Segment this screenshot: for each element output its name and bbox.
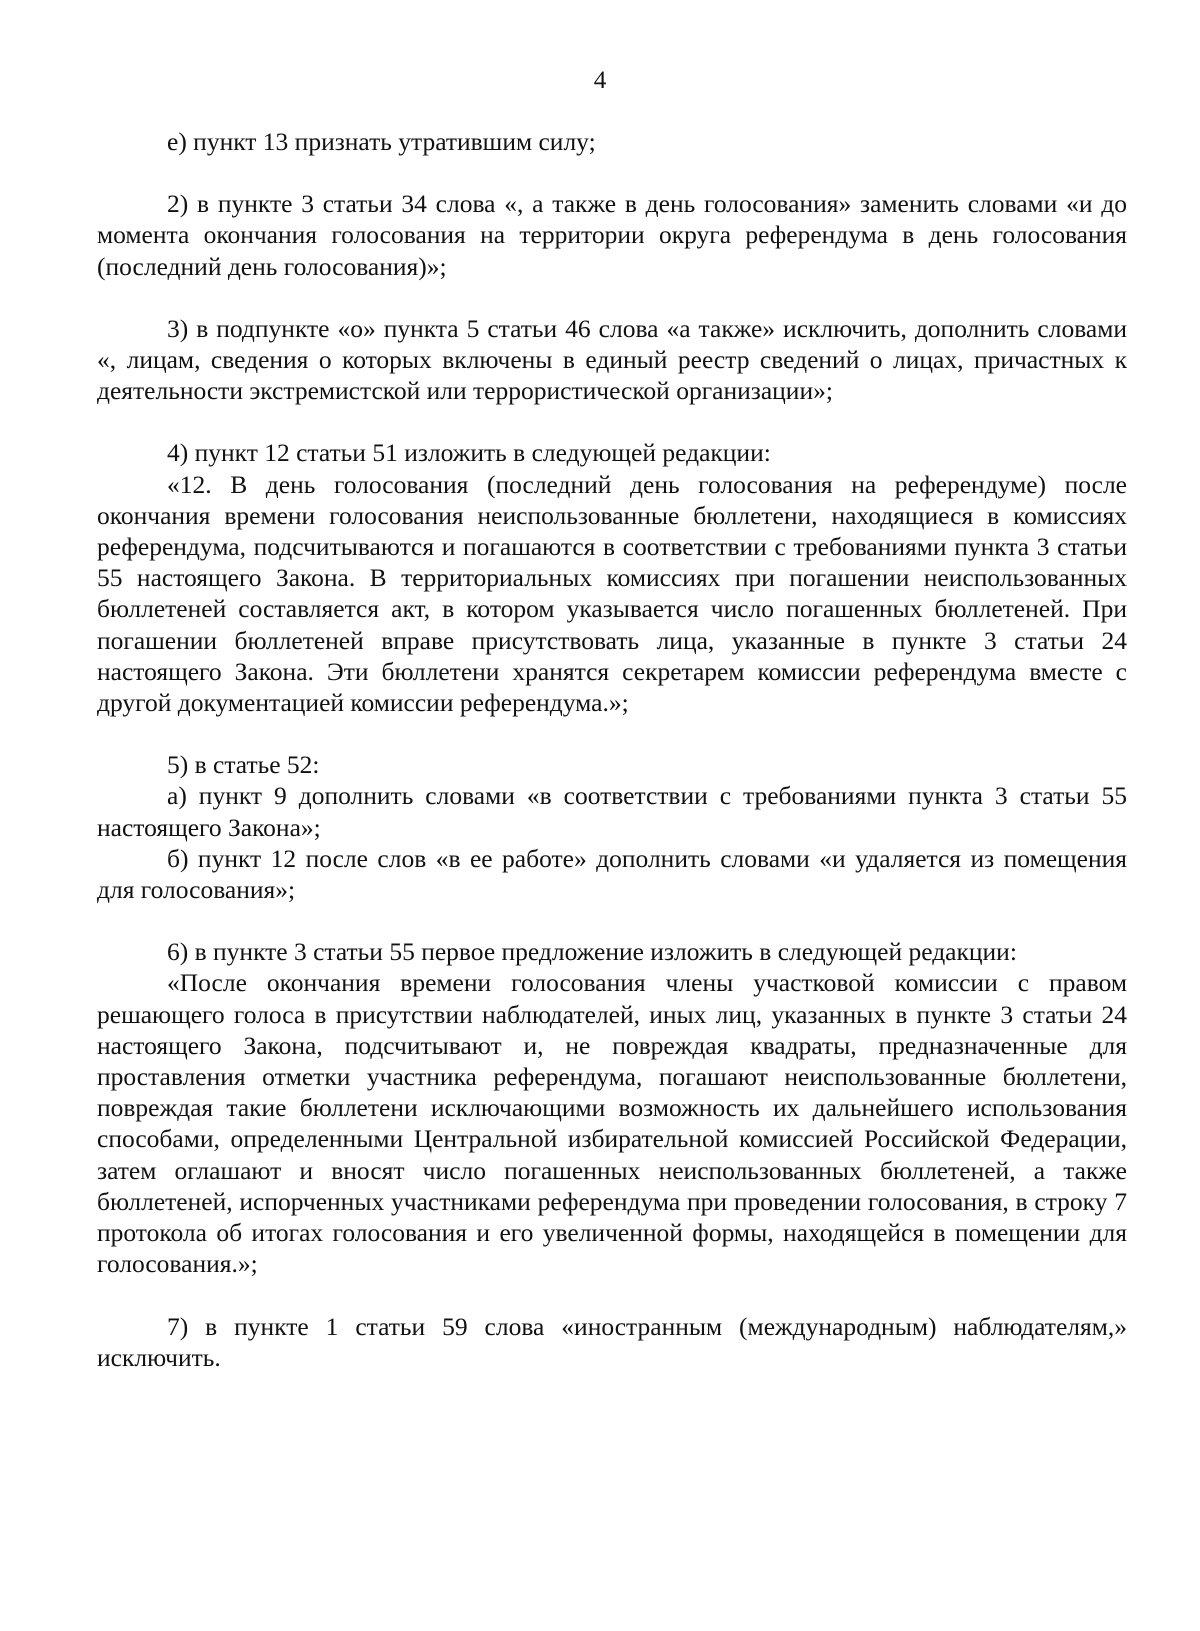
paragraph-6-article-55: 6) в пункте 3 статьи 55 первое предложение изложить в следующей редакции: (167, 937, 1017, 967)
paragraph-6-quoted-text: «После окончания времени голосования члены участковой комиссии с правом решающего голоса в присутствии наблюдателей, иных лиц, указанных в пункте 3 статьи 24 настоящего Закона, подсчитывают и, не повреждая квадраты, предназначенные для проставления отметки участника референдума, погашают неиспользованные бюллетени, повреждая такие бюллетени исключающими возможность их дальнейшего использования способами, определенными Центральной избирательной комиссией Российской Федерации, затем оглашают и вносят число погашенных неиспользованных бюллетеней, а также бюллетеней, испорченных участниками референдума при проведении голосования, в строку 7 протокола об итогах голосования и его увеличенной формы, находящейся в помещении для голосования.»; (97, 968, 1127, 1279)
page-number: 4 (593, 67, 607, 94)
paragraph-e-point-13: е) пункт 13 признать утратившим силу; (167, 127, 596, 156)
paragraph-7-article-59: 7) в пункте 1 статьи 59 слова «иностранным (международным) наблюдателям,» исключить. (97, 1311, 1127, 1372)
paragraph-4-article-51: 4) пункт 12 статьи 51 изложить в следующей редакции: (167, 438, 771, 468)
paragraph-5-article-52: 5) в статье 52: (167, 750, 320, 780)
paragraph-4-quoted-text: «12. В день голосования (последний день голосования на референдуме) после окончания времени голосования неиспользованные бюллетени, находящиеся в комиссиях референдума, подсчитываются и погашаются в соответствии с требованиями пункта 3 статьи 55 настоящего Закона. В территориальных комиссиях при погашении неиспользованных бюллетеней составляется акт, в котором указывается число погашенных бюллетеней. При погашении бюллетеней вправе присутствовать лица, указанные в пункте 3 статьи 24 настоящего Закона. Эти бюллетени хранятся секретарем комиссии референдума вместе с другой документацией комиссии референдума.»; (97, 469, 1127, 718)
paragraph-5a: а) пункт 9 дополнить словами «в соответствии с требованиями пункта 3 статьи 55 настоящего Закона»; (97, 781, 1127, 842)
paragraph-2-article-34: 2) в пункте 3 статьи 34 слова «, а также в день голосования» заменить словами «и до момента окончания голосования на территории округа референдума в день голосования (последний день голосования)»; (97, 189, 1127, 281)
paragraph-3-article-46: 3) в подпункте «о» пункта 5 статьи 46 слова «а также» исключить, дополнить словами «, лицам, сведения о которых включены в единый реестр сведений о лицах, причастных к деятельности экстремистской или террористической организации»; (97, 313, 1127, 406)
paragraph-5b: б) пункт 12 после слов «в ее работе» дополнить словами «и удаляется из помещения для голосования»; (97, 843, 1127, 905)
document-body (97, 126, 1127, 1373)
